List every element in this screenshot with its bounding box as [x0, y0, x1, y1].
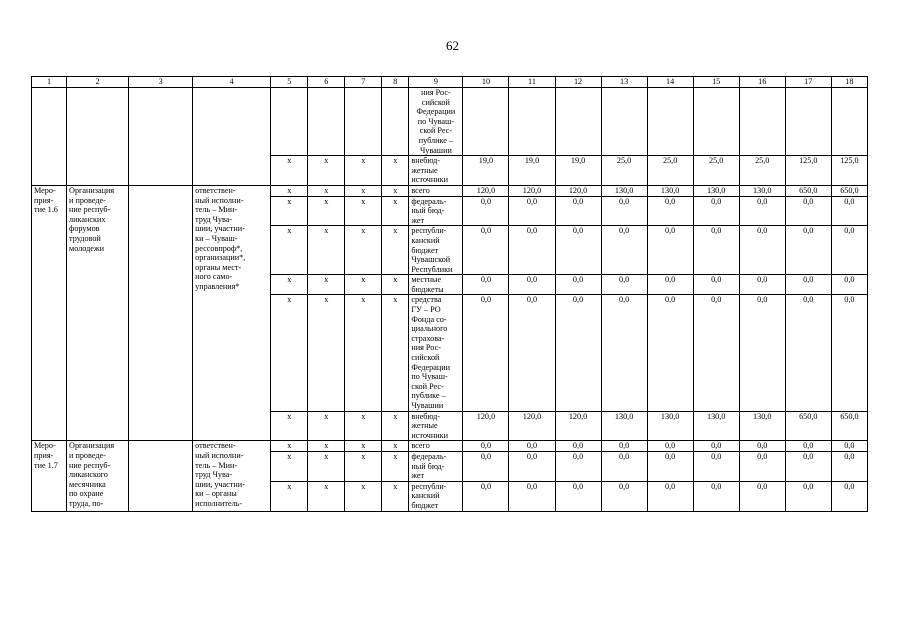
amount-cell: 0,0 — [693, 196, 739, 226]
amount-cell: 0,0 — [739, 226, 785, 275]
amount-cell: 0,0 — [509, 441, 555, 452]
column-number-18: 18 — [831, 77, 867, 88]
column-number-7: 7 — [345, 77, 382, 88]
column-number-2: 2 — [67, 77, 129, 88]
amount-cell: 0,0 — [785, 451, 831, 481]
amount-cell: 25,0 — [693, 156, 739, 186]
table-row — [32, 441, 868, 452]
budget-table — [31, 76, 868, 512]
mark-cell: х — [271, 451, 308, 481]
mark-cell: х — [345, 441, 382, 452]
amount-cell: 0,0 — [647, 441, 693, 452]
mark-cell: х — [271, 196, 308, 226]
empty-cell — [463, 88, 509, 156]
empty-cell — [509, 88, 555, 156]
amount-cell: 130,0 — [693, 185, 739, 196]
amount-cell: 0,0 — [601, 275, 647, 295]
amount-cell: 0,0 — [785, 275, 831, 295]
amount-cell: 0,0 — [555, 481, 601, 511]
mark-cell: х — [382, 226, 409, 275]
funding-source: внебюд- жетные источники — [409, 156, 463, 186]
amount-cell: 0,0 — [647, 226, 693, 275]
column-number-row — [32, 77, 868, 88]
amount-cell: 0,0 — [831, 441, 867, 452]
amount-cell: 0,0 — [463, 295, 509, 411]
amount-cell: 0,0 — [463, 196, 509, 226]
amount-cell: 130,0 — [601, 411, 647, 441]
amount-cell: 0,0 — [601, 295, 647, 411]
empty-cell — [129, 88, 193, 186]
funding-source-continuation: ния Рос- сийской Федерации по Чуваш- ской Рес- публике – Чувашии — [409, 88, 463, 156]
empty-cell — [32, 88, 67, 186]
column-number-13: 13 — [601, 77, 647, 88]
column-number-14: 14 — [647, 77, 693, 88]
amount-cell: 0,0 — [739, 451, 785, 481]
amount-cell: 0,0 — [693, 441, 739, 452]
amount-cell: 0,0 — [647, 196, 693, 226]
funding-source: средства ГУ – РО Фонда со- циального страхова- ния Рос- сийской Федерации по Чуваш- ской Рес- публике – Чувашии — [409, 295, 463, 411]
amount-cell: 650,0 — [831, 185, 867, 196]
amount-cell: 130,0 — [601, 185, 647, 196]
empty-cell — [647, 88, 693, 156]
amount-cell: 0,0 — [509, 275, 555, 295]
amount-cell: 0,0 — [509, 481, 555, 511]
mark-cell: х — [345, 295, 382, 411]
amount-cell: 0,0 — [785, 196, 831, 226]
mark-cell: х — [345, 411, 382, 441]
measure-name: Организация и проведе- ние респуб- ликанских форумов трудовой молодежи — [67, 185, 129, 440]
mark-cell: х — [345, 156, 382, 186]
amount-cell: 0,0 — [831, 451, 867, 481]
mark-cell: х — [308, 156, 345, 186]
amount-cell: 0,0 — [831, 295, 867, 411]
mark-cell: х — [382, 295, 409, 411]
amount-cell: 130,0 — [693, 411, 739, 441]
amount-cell: 25,0 — [647, 156, 693, 186]
mark-cell: х — [308, 185, 345, 196]
mark-cell: х — [271, 481, 308, 511]
column-number-17: 17 — [785, 77, 831, 88]
mark-cell: х — [308, 451, 345, 481]
amount-cell: 120,0 — [463, 411, 509, 441]
amount-cell: 125,0 — [831, 156, 867, 186]
mark-cell: х — [345, 185, 382, 196]
empty-cell — [308, 88, 345, 156]
amount-cell: 0,0 — [647, 481, 693, 511]
amount-cell: 120,0 — [555, 411, 601, 441]
amount-cell: 0,0 — [601, 226, 647, 275]
amount-cell: 0,0 — [463, 451, 509, 481]
amount-cell: 19,0 — [509, 156, 555, 186]
empty-cell — [345, 88, 382, 156]
empty-cell — [601, 88, 647, 156]
mark-cell: х — [382, 156, 409, 186]
mark-cell: х — [382, 411, 409, 441]
column-number-15: 15 — [693, 77, 739, 88]
amount-cell: 0,0 — [555, 275, 601, 295]
mark-cell: х — [271, 295, 308, 411]
column-number-1: 1 — [32, 77, 67, 88]
column-number-8: 8 — [382, 77, 409, 88]
amount-cell: 0,0 — [647, 451, 693, 481]
empty-cell — [555, 88, 601, 156]
amount-cell: 0,0 — [555, 295, 601, 411]
funding-source: республи- канский бюджет Чувашской Республики — [409, 226, 463, 275]
column-number-6: 6 — [308, 77, 345, 88]
amount-cell: 0,0 — [509, 451, 555, 481]
column-number-5: 5 — [271, 77, 308, 88]
amount-cell: 0,0 — [739, 441, 785, 452]
amount-cell: 650,0 — [831, 411, 867, 441]
empty-cell — [193, 88, 271, 186]
amount-cell: 120,0 — [555, 185, 601, 196]
amount-cell: 0,0 — [831, 196, 867, 226]
empty-cell — [129, 441, 193, 511]
amount-cell: 0,0 — [693, 226, 739, 275]
funding-source: местные бюджеты — [409, 275, 463, 295]
amount-cell: 0,0 — [509, 226, 555, 275]
measure-name: Организация и проведе- ние респуб- ликанского месячника по охране труда, по- — [67, 441, 129, 511]
mark-cell: х — [271, 156, 308, 186]
funding-source: федераль- ный бюд- жет — [409, 196, 463, 226]
page-number: 62 — [446, 38, 459, 53]
amount-cell: 0,0 — [463, 441, 509, 452]
mark-cell: х — [308, 295, 345, 411]
empty-cell — [271, 88, 308, 156]
table-body — [32, 77, 868, 512]
amount-cell: 0,0 — [739, 196, 785, 226]
amount-cell: 0,0 — [601, 481, 647, 511]
mark-cell: х — [382, 481, 409, 511]
amount-cell: 0,0 — [601, 441, 647, 452]
funding-source: федераль- ный бюд- жет — [409, 451, 463, 481]
amount-cell: 0,0 — [509, 196, 555, 226]
amount-cell: 0,0 — [555, 226, 601, 275]
amount-cell: 25,0 — [739, 156, 785, 186]
mark-cell: х — [345, 196, 382, 226]
amount-cell: 650,0 — [785, 185, 831, 196]
mark-cell: х — [271, 411, 308, 441]
amount-cell: 0,0 — [785, 441, 831, 452]
amount-cell: 0,0 — [463, 226, 509, 275]
amount-cell: 0,0 — [647, 275, 693, 295]
amount-cell: 0,0 — [509, 295, 555, 411]
mark-cell: х — [345, 451, 382, 481]
amount-cell: 0,0 — [555, 441, 601, 452]
mark-cell: х — [345, 481, 382, 511]
amount-cell: 0,0 — [463, 481, 509, 511]
column-number-4: 4 — [193, 77, 271, 88]
amount-cell: 120,0 — [463, 185, 509, 196]
amount-cell: 0,0 — [463, 275, 509, 295]
empty-cell — [382, 88, 409, 156]
amount-cell: 0,0 — [693, 481, 739, 511]
amount-cell: 0,0 — [739, 295, 785, 411]
funding-source: внебюд- жетные источники — [409, 411, 463, 441]
measure-code: Меро- прия- тие 1.7 — [32, 441, 67, 511]
mark-cell: х — [308, 196, 345, 226]
amount-cell: 120,0 — [509, 185, 555, 196]
amount-cell: 0,0 — [831, 481, 867, 511]
amount-cell: 0,0 — [693, 295, 739, 411]
amount-cell: 130,0 — [647, 411, 693, 441]
amount-cell: 0,0 — [785, 295, 831, 411]
empty-cell — [67, 88, 129, 186]
column-number-9: 9 — [409, 77, 463, 88]
amount-cell: 19,0 — [555, 156, 601, 186]
measure-code: Меро- прия- тие 1.6 — [32, 185, 67, 440]
amount-cell: 130,0 — [739, 185, 785, 196]
amount-cell: 0,0 — [739, 275, 785, 295]
mark-cell: х — [382, 196, 409, 226]
funding-source: республи- канский бюджет — [409, 481, 463, 511]
mark-cell: х — [308, 441, 345, 452]
empty-cell — [129, 185, 193, 440]
amount-cell: 25,0 — [601, 156, 647, 186]
amount-cell: 0,0 — [785, 481, 831, 511]
mark-cell: х — [308, 275, 345, 295]
empty-cell — [693, 88, 739, 156]
funding-source: всего — [409, 185, 463, 196]
amount-cell: 19,0 — [463, 156, 509, 186]
measure-responsible: ответствен- ный исполни- тель – Мин- труд Чува- шии, участни- ки – Чуваш- рессовпроф*, организации*, органы мест- ного само- управления* — [193, 185, 271, 440]
funding-source: всего — [409, 441, 463, 452]
table-row — [32, 185, 868, 196]
amount-cell: 0,0 — [555, 196, 601, 226]
mark-cell: х — [271, 226, 308, 275]
column-number-11: 11 — [509, 77, 555, 88]
table-row — [32, 88, 868, 156]
mark-cell: х — [382, 185, 409, 196]
mark-cell: х — [345, 275, 382, 295]
column-number-12: 12 — [555, 77, 601, 88]
mark-cell: х — [308, 411, 345, 441]
column-number-10: 10 — [463, 77, 509, 88]
mark-cell: х — [271, 275, 308, 295]
amount-cell: 130,0 — [647, 185, 693, 196]
mark-cell: х — [382, 441, 409, 452]
amount-cell: 0,0 — [739, 481, 785, 511]
column-number-16: 16 — [739, 77, 785, 88]
amount-cell: 125,0 — [785, 156, 831, 186]
mark-cell: х — [308, 481, 345, 511]
amount-cell: 650,0 — [785, 411, 831, 441]
amount-cell: 0,0 — [693, 275, 739, 295]
amount-cell: 0,0 — [601, 196, 647, 226]
empty-cell — [831, 88, 867, 156]
amount-cell: 120,0 — [509, 411, 555, 441]
amount-cell: 0,0 — [831, 226, 867, 275]
mark-cell: х — [271, 441, 308, 452]
column-number-3: 3 — [129, 77, 193, 88]
amount-cell: 0,0 — [831, 275, 867, 295]
amount-cell: 0,0 — [785, 226, 831, 275]
amount-cell: 0,0 — [555, 451, 601, 481]
amount-cell: 0,0 — [647, 295, 693, 411]
mark-cell: х — [382, 275, 409, 295]
mark-cell: х — [345, 226, 382, 275]
empty-cell — [785, 88, 831, 156]
empty-cell — [739, 88, 785, 156]
amount-cell: 130,0 — [739, 411, 785, 441]
mark-cell: х — [382, 451, 409, 481]
mark-cell: х — [308, 226, 345, 275]
amount-cell: 0,0 — [601, 451, 647, 481]
mark-cell: х — [271, 185, 308, 196]
measure-responsible: ответствен- ный исполни- тель – Мин- труд Чува- шии, участни- ки – органы исполнитель- — [193, 441, 271, 511]
amount-cell: 0,0 — [693, 451, 739, 481]
